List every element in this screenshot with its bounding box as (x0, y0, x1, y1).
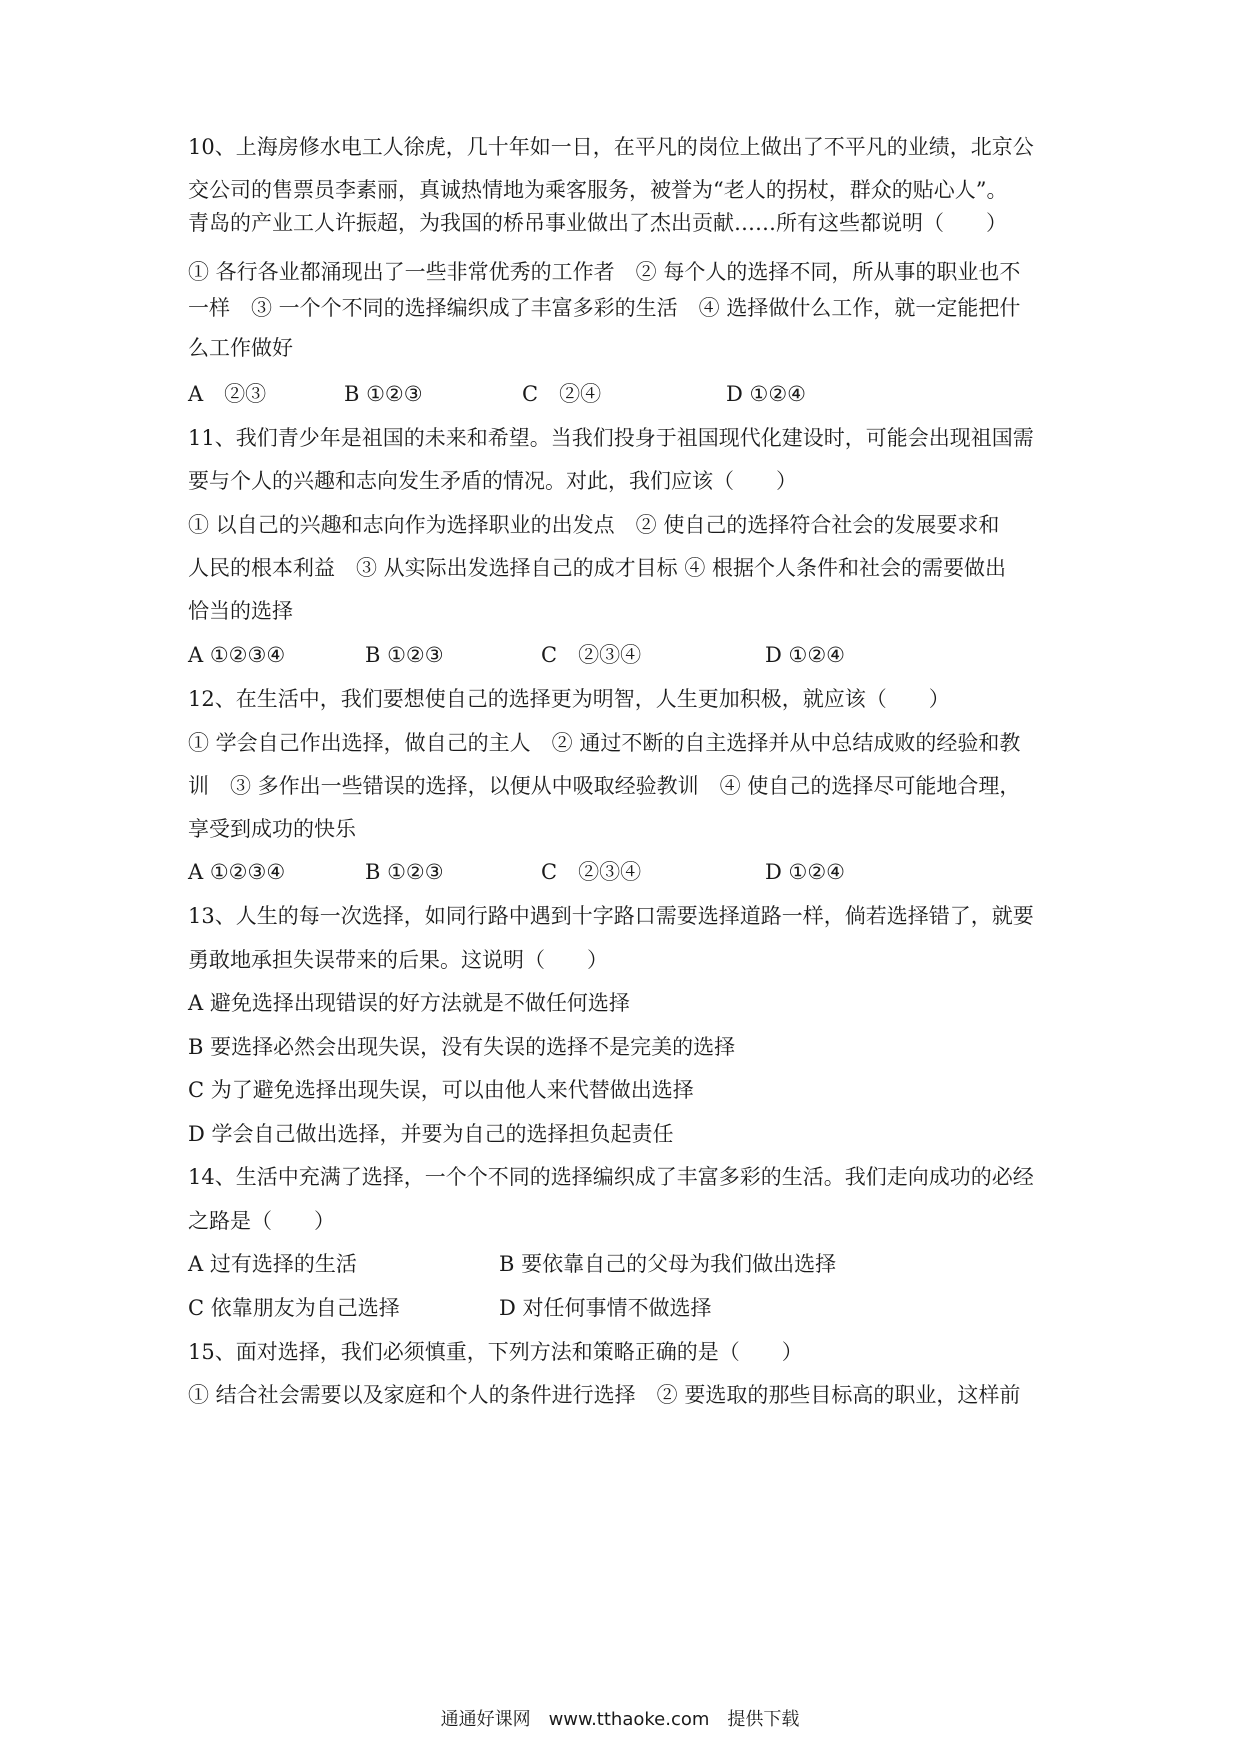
q11-stem-line-1: 11、我们青少年是祖国的未来和希望。当我们投身于祖国现代化建设时，可能会出现祖国需 (188, 426, 1034, 450)
q14-option-d: D 对任何事情不做选择 (499, 1296, 712, 1320)
q11-statement-line-3: 恰当的选择 (188, 599, 293, 623)
q11-option-d: D ①②④ (765, 643, 845, 667)
q11-statement-line-1: ① 以自己的兴趣和志向作为选择职业的出发点 ② 使自己的选择符合社会的发展要求和 (188, 513, 1000, 537)
q14-stem-line-2: 之路是（ ） (188, 1209, 335, 1233)
q11-option-c: C ②③④ (541, 643, 642, 667)
q11-option-a: A ①②③④ (188, 643, 286, 667)
q10-statement-line-1: ① 各行各业都涌现出了一些非常优秀的工作者 ② 每个人的选择不同，所从事的职业也不 (188, 260, 1021, 284)
q10-stem-line-2: 交公司的售票员李素丽，真诚热情地为乘客服务，被誉为“老人的拐杖，群众的贴心人”。 (188, 178, 1008, 202)
q15-statement-line-1: ① 结合社会需要以及家庭和个人的条件进行选择 ② 要选取的那些目标高的职业，这样前 (188, 1383, 1021, 1407)
q13-option-b: B 要选择必然会出现失误，没有失误的选择不是完美的选择 (188, 1035, 736, 1059)
q14-option-b: B 要依靠自己的父母为我们做出选择 (499, 1252, 837, 1276)
q14-option-a: A 过有选择的生活 (188, 1252, 357, 1276)
q12-option-a: A ①②③④ (188, 860, 286, 884)
q15-stem-line-1: 15、面对选择，我们必须慎重，下列方法和策略正确的是（ ） (188, 1340, 803, 1364)
q10-option-a: A ②③ (188, 382, 267, 406)
q10-statement-line-2: 一样 ③ 一个个不同的选择编织成了丰富多彩的生活 ④ 选择做什么工作，就一定能把什 (188, 296, 1021, 320)
q10-stem-line-3: 青岛的产业工人许振超，为我国的桥吊事业做出了杰出贡献……所有这些都说明（ ） (188, 211, 1007, 235)
q13-stem-line-1: 13、人生的每一次选择，如同行路中遇到十字路口需要选择道路一样，倘若选择错了，就要 (188, 904, 1034, 928)
q13-option-c: C 为了避免选择出现失误，可以由他人来代替做出选择 (188, 1078, 694, 1102)
page-footer: 通通好课网 www.tthaoke.com 提供下载 (440, 1709, 800, 1730)
q12-stem-line-1: 12、在生活中，我们要想使自己的选择更为明智，人生更加积极，就应该（ ） (188, 687, 950, 711)
q10-stem-line-1: 10、上海房修水电工人徐虎，几十年如一日，在平凡的岗位上做出了不平凡的业绩，北京公 (188, 135, 1034, 159)
q12-option-d: D ①②④ (765, 860, 845, 884)
q12-statement-line-1: ① 学会自己作出选择，做自己的主人 ② 通过不断的自主选择并从中总结成败的经验和教 (188, 731, 1021, 755)
q10-option-c: C ②④ (522, 382, 602, 406)
q12-statement-line-2: 训 ③ 多作出一些错误的选择，以便从中吸取经验教训 ④ 使自己的选择尽可能地合理， (188, 774, 1021, 798)
q13-stem-line-2: 勇敢地承担失误带来的后果。这说明（ ） (188, 948, 608, 972)
q13-option-d: D 学会自己做出选择，并要为自己的选择担负起责任 (188, 1122, 674, 1146)
q11-statement-line-2: 人民的根本利益 ③ 从实际出发选择自己的成才目标 ④ 根据个人条件和社会的需要做出 (188, 556, 1007, 580)
q14-stem-line-1: 14、生活中充满了选择，一个个不同的选择编织成了丰富多彩的生活。我们走向成功的必经 (188, 1165, 1034, 1189)
q13-option-a: A 避免选择出现错误的好方法就是不做任何选择 (188, 991, 630, 1015)
q12-statement-line-3: 享受到成功的快乐 (188, 817, 356, 841)
q10-statement-line-3: 么工作做好 (188, 336, 293, 360)
q10-option-b: B ①②③ (344, 382, 423, 406)
q14-option-c: C 依靠朋友为自己选择 (188, 1296, 400, 1320)
q11-stem-line-2: 要与个人的兴趣和志向发生矛盾的情况。对此，我们应该（ ） (188, 469, 797, 493)
q12-option-c: C ②③④ (541, 860, 642, 884)
q12-option-b: B ①②③ (365, 860, 444, 884)
q11-option-b: B ①②③ (365, 643, 444, 667)
q10-option-d: D ①②④ (726, 382, 806, 406)
